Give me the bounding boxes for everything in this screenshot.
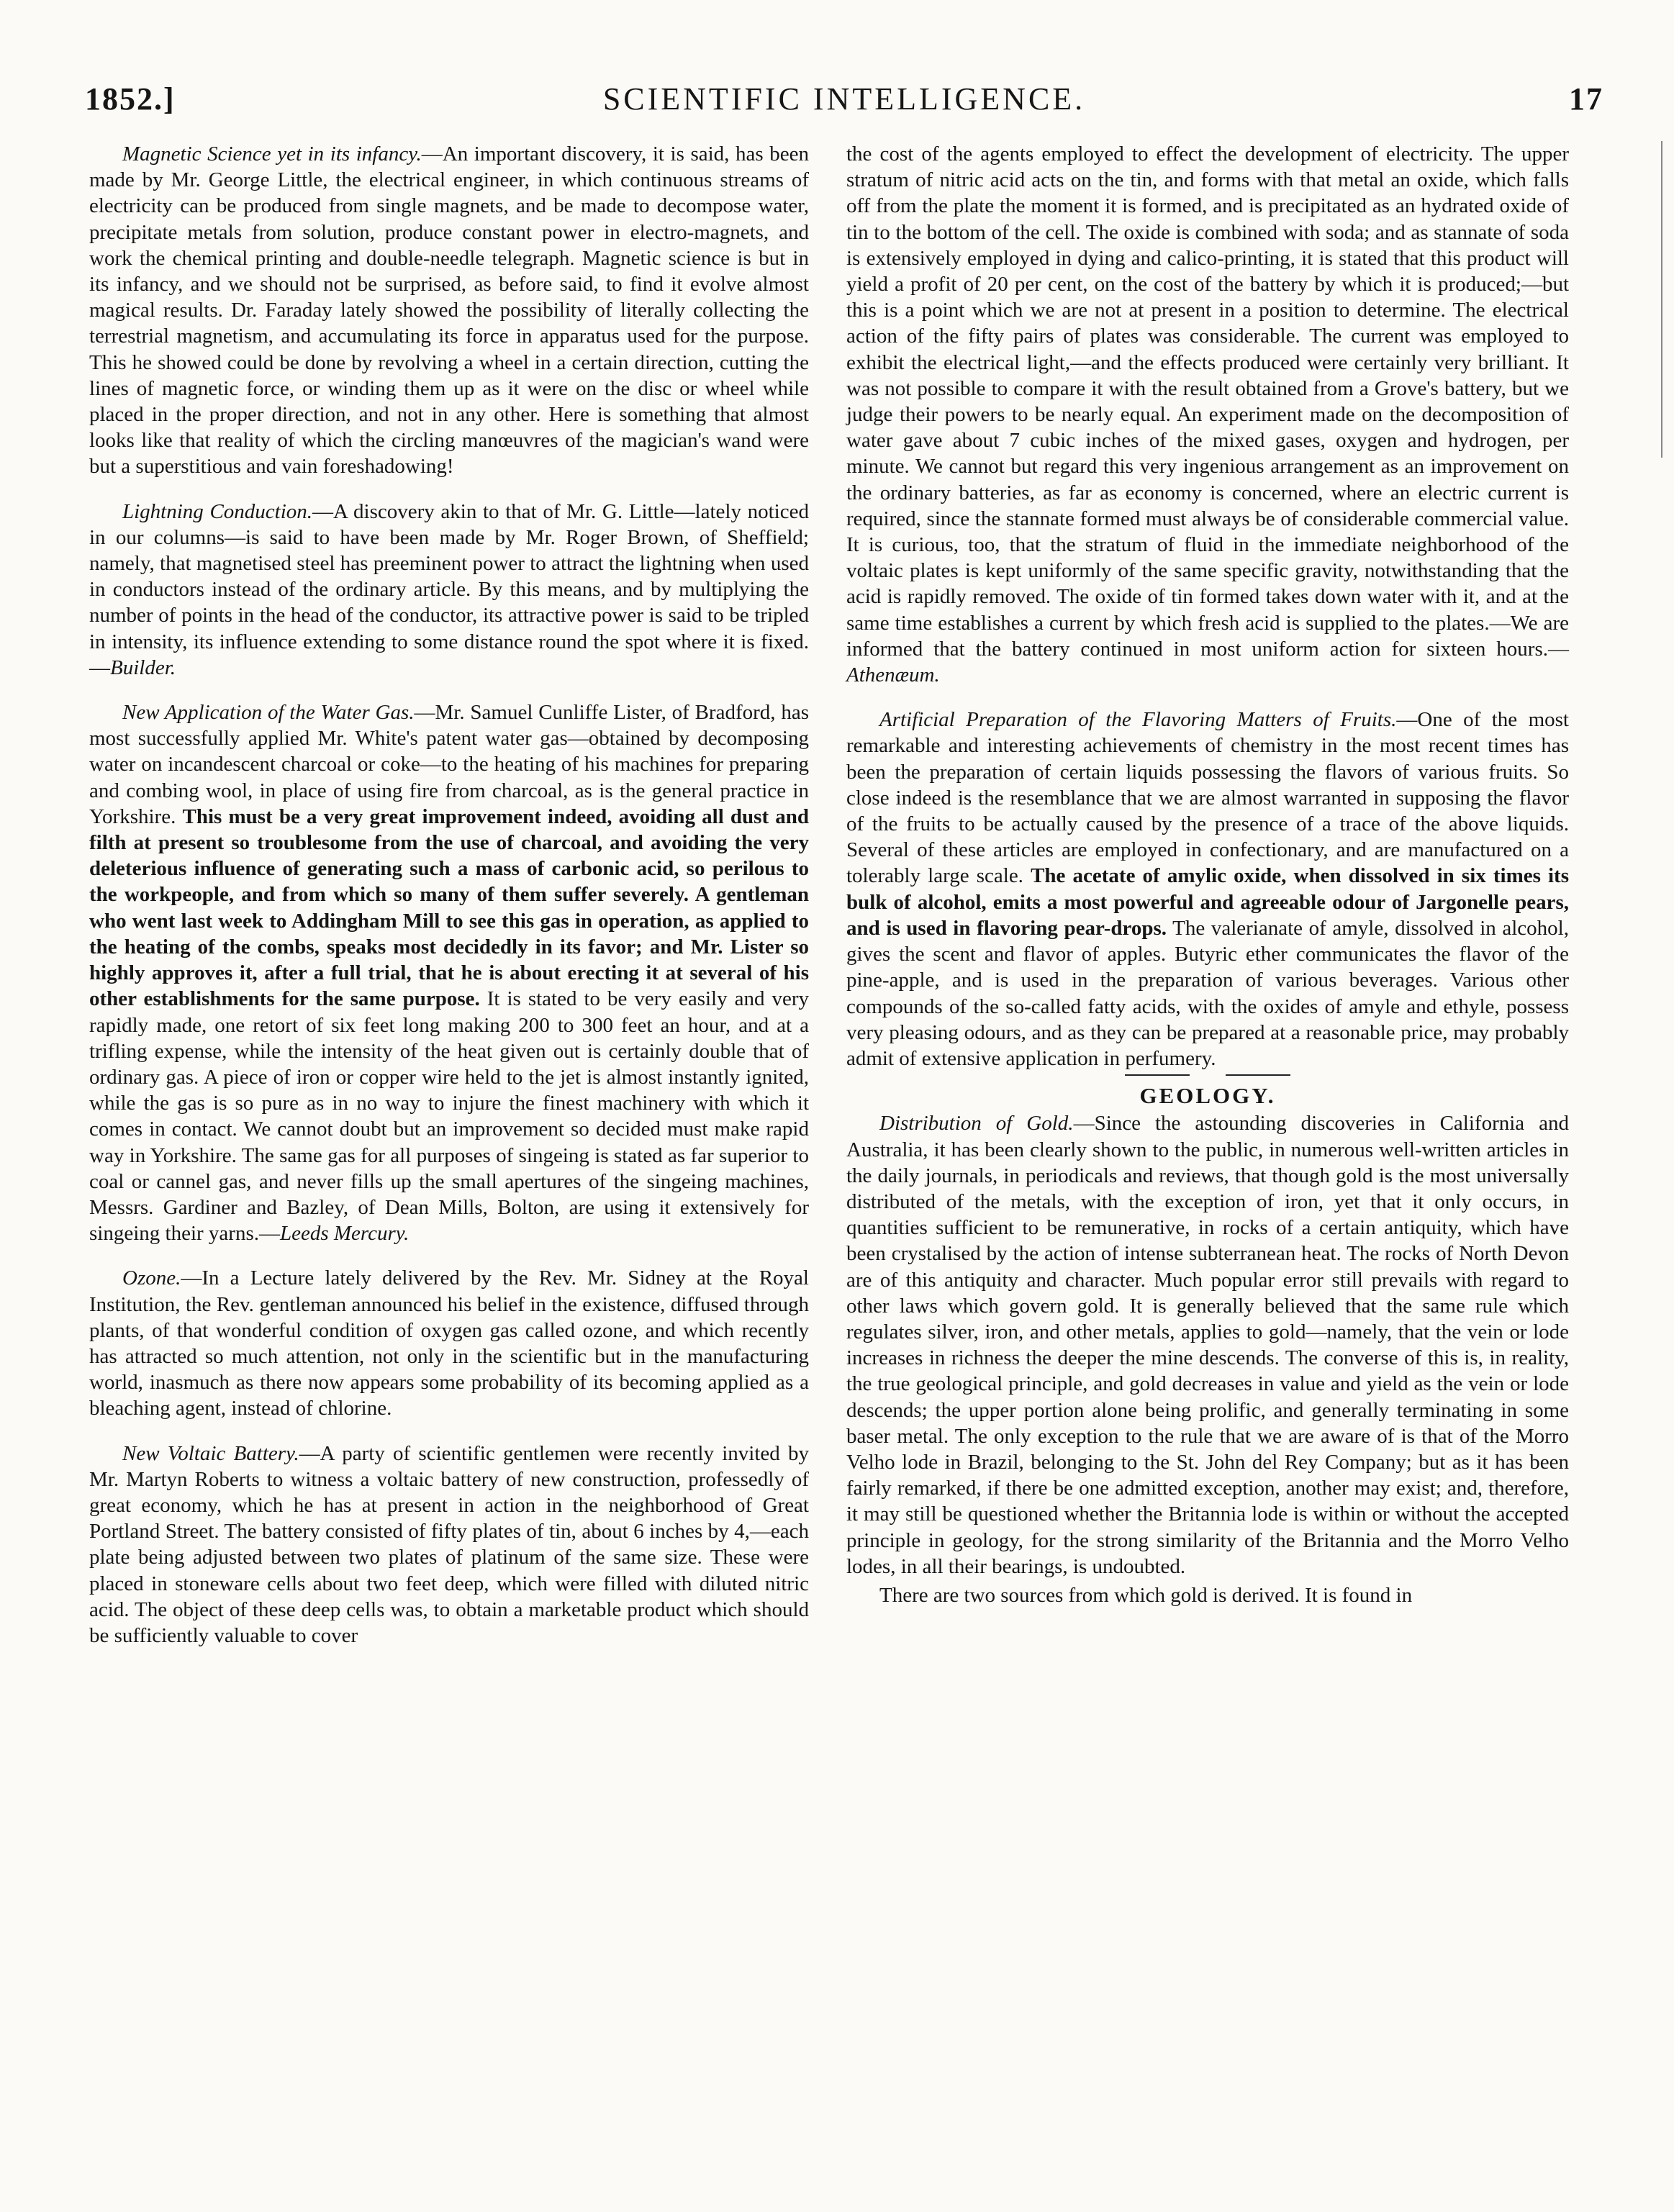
left-column xyxy=(89,141,809,1667)
article-body: —An important discovery, it is said, has been made by Mr. George Little, the electrical engineer, in which continuous streams of electricity can be produced from single magnets, and be made to decompose water, precipitate metals from solution, produce constant power in electro-magnets, and work the chemical printing and double-needle telegraph. Magnetic science is but in its infancy, and we should not be surprised, as before said, to find it evolve almost magical results. Dr. Faraday lately showed the possibility of literally collecting the terrestrial magnetism, and accumulating its force in apparatus used for the purpose. This he showed could be done by revolving a wheel in a certain direction, cutting the lines of magnetic force, or winding them up as it were on the disc or wheel while placed in the proper direction, and not in any other. Here is something that almost looks like that reality of which the circling manœuvres of the magician's wand were but a superstitious and vain foreshadowing! xyxy=(89,142,809,479)
page-header xyxy=(85,81,1603,121)
article-title: Artificial Preparation of the Flavoring Matters of Fruits. xyxy=(879,708,1397,732)
article-title: Distribution of Gold. xyxy=(879,1112,1074,1136)
article-gold-sources xyxy=(846,1582,1569,1608)
article-title: New Voltaic Battery. xyxy=(122,1441,299,1465)
article-distribution-of-gold xyxy=(846,1110,1569,1579)
article-magnetic-science xyxy=(89,141,809,480)
article-title: Lightning Conduction. xyxy=(122,499,313,523)
article-body: the cost of the agents employed to effect the development of electricity. The upper stratum of nitric acid acts on the tin, and forms with that metal an oxide, which falls off from the plate the moment it is formed, and is precipitated as an hydrated oxide of tin to the bottom of the cell. The oxide is combined with soda; and as stannate of soda is extensively employed in dying and calico-printing, it is stated that this product will yield a profit of 20 per cent, on the cost of the battery by which it is produced;—but this is a point which we are not at present in a position to determine. The electrical action of the fifty pairs of plates was considerable. The current was employed to exhibit the electrical light,—and the effects produced were certainly very brilliant. It was not possible to compare it with the result obtained from a Grove's battery, but we judge their powers to be nearly equal. An experiment made on the decomposition of water gave about 7 cubic inches of the mixed gases, oxygen and hydrogen, per minute. We cannot but regard this very ingenious arrangement as an improvement on the ordinary batteries, as far as economy is concerned, where an electric current is required, since the stannate formed must always be of considerable commercial value. It is curious, too, that the stratum of fluid in the immediate neighborhood of the voltaic plates is kept uniformly of the same specific gravity, notwithstanding that the acid is rapidly removed. The oxide of tin formed takes down water with it, and at the same time establishes a current by which fresh acid is supplied to the plates.—We are informed that the battery continued in most uniform action for sixteen hours.— xyxy=(846,142,1569,661)
right-column xyxy=(846,141,1569,1627)
article-body: —One of the most remarkable and interesting achievements of chemistry in the most recent times has been the preparation of certain liquids possessing the flavors of various fruits. So close indeed is the resemblance that we are almost warranted in supposing the flavor of the fruits to be actually caused by the presence of a trace of the above liquids. Several of these articles are employed in confectionary, and are manufactured on a tolerably large scale. xyxy=(846,708,1569,888)
article-fruit-flavors xyxy=(846,707,1569,1071)
article-body-bold: The acetate of amylic oxide, when dissolved in six times its bulk of alcohol, emits a most powerful and agreeable odour of Jargonelle pears, and is used in flavoring pear-drops. xyxy=(846,864,1570,940)
article-body: —Since the astounding discoveries in California and Australia, it has been clearly shown to the public, in numerous well-written articles in the daily journals, in periodicals and reviews, that though gold is the most universally distributed of the metals, with the exception of iron, yet that it only occurs, in quantities sufficient to be remunerative, in rocks of a certain antiquity, which have been crystalised by the action of intense subterranean heat. The rocks of North Devon are of this antiquity and character. Much popular error still prevails with regard to other laws which govern gold. It is generally believed that the same rule which regulates silver, iron, and other metals, applies to gold—namely, that the vein or lode increases in richness the deeper the mine descends. The converse of this is, in reality, the true geological principle, and gold decreases in value and yield as the vein or lode descends; the upper portion alone being prolific, and generally terminating in some baser metal. The only exception to the rule that we are aware of is that of the Morro Velho lode in Brazil, belonging to the St. John del Rey Company; but as it has been fairly remarked, if there be one admitted exception, another may exist; and, therefore, it may still be questioned whether the Britannia lode is within or without the accepted principle in geology, for the strong similarity of the Britannia and the Morro Velho lodes, in all their bearings, is undoubted. xyxy=(846,1112,1569,1578)
article-title: Ozone. xyxy=(122,1266,181,1290)
article-title: New Application of the Water Gas. xyxy=(122,701,415,725)
article-body: —A party of scientific gentlemen were recently invited by Mr. Martyn Roberts to witness a voltaic battery of new construction, professedly of great economy, which he has at present in action in the neighborhood of Great Portland Street. The battery consisted of fifty plates of tin, about 6 inches by 4,—each plate being adjusted between two plates of platinum of the same size. These were placed in stoneware cells about two feet deep, which were filled with diluted nitric acid. The object of these deep cells was, to obtain a marketable product which should be sufficiently valuable to cover xyxy=(89,1441,810,1647)
article-body: The valerianate of amyle, dissolved in alcohol, gives the scent and flavor of apples. Butyric ether communicates the flavor of the pine-apple, and is used in the preparation of various beverages. Various other compounds of the so-called fatty acids, with the oxides of amyle and ethyle, possess very pleasing odours, and as they can be prepared at a reasonable price, may probably admit of extensive application in perfumery. xyxy=(846,916,1569,1070)
article-ozone xyxy=(89,1265,809,1421)
section-divider xyxy=(846,1074,1569,1076)
header-title: SCIENTIFIC INTELLIGENCE. xyxy=(602,81,1086,117)
article-source: Builder. xyxy=(110,656,176,679)
article-water-gas xyxy=(89,699,809,1246)
article-voltaic-battery-continued xyxy=(846,141,1569,688)
article-voltaic-battery xyxy=(89,1441,809,1649)
article-body: —In a Lecture lately delivered by the Rev. Mr. Sidney at the Royal Institution, the Rev. gentleman announced his belief in the existence, diffused through plants, of that wonderful condition of oxygen gas called ozone, and which recently has attracted so much attention, not only in the scientific but in the manufacturing world, inasmuch as there now appears some probability of its becoming applied as a bleaching agent, instead of chlorine. xyxy=(89,1266,809,1420)
article-body: —Mr. Samuel Cunliffe Lister, of Bradford, has most successfully applied Mr. White's patent water gas—obtained by decomposing water on incandescent charcoal or coke—to the heating of his machines for preparing and combing wool, in place of using fire from charcoal, as is the general practice in Yorkshire. xyxy=(89,701,809,828)
article-lightning-conduction xyxy=(89,499,809,681)
margin-rule xyxy=(1661,141,1662,458)
article-source: Athenæum. xyxy=(846,663,940,687)
article-title: Magnetic Science yet in its infancy. xyxy=(122,142,422,166)
section-heading-geology: GEOLOGY. xyxy=(1139,1083,1276,1109)
article-body-bold: This must be a very great improvement indeed, avoiding all dust and filth at present so troublesome from the use of charcoal, and avoiding the very deleterious influence of generating such a mass of carbonic acid, so perilous to the workpeople, and from which so many of them suffer severely. A gentleman who went last week to Addingham Mill to see this gas in operation, as applied to the heating of the combs, speaks most decidedly in its favor; and Mr. Lister so highly approves it, after a full trial, that he is about erecting it at several of his other establishments for the same purpose. xyxy=(89,804,810,1011)
page-number: 17 xyxy=(1569,81,1603,117)
article-body: There are two sources from which gold is derived. It is found in xyxy=(879,1583,1413,1607)
article-body: —A discovery akin to that of Mr. G. Little—lately noticed in our columns—is said to have been made by Mr. Roger Brown, of Sheffield; namely, that magnetised steel has preeminent power to attract the lightning when used in conductors instead of the ordinary article. By this means, and by multiplying the number of points in the head of the conductor, its attractive power is said to be tripled in intensity, its influence extending to some distance round the spot where it is fixed.— xyxy=(89,499,809,679)
header-year: 1852.] xyxy=(85,81,176,117)
article-body: It is stated to be very easily and very rapidly made, one retort of six feet long making 200 to 300 feet an hour, and at a trifling expense, while the intensity of the heat given out is certainly double that of ordinary gas. A piece of iron or copper wire held to the jet is almost instantly ignited, while the gas is so pure as in no way to injure the finest machinery with which it comes in contact. We cannot doubt but an improvement so decided must make rapid way in Yorkshire. The same gas for all purposes of singeing is stated as far superior to coal or cannel gas, and never fills up the small apertures of the singeing machines, Messrs. Gardiner and Bazley, of Dean Mills, Bolton, are using it extensively for singeing their yarns.— xyxy=(89,987,810,1246)
article-source: Leeds Mercury. xyxy=(279,1222,410,1246)
